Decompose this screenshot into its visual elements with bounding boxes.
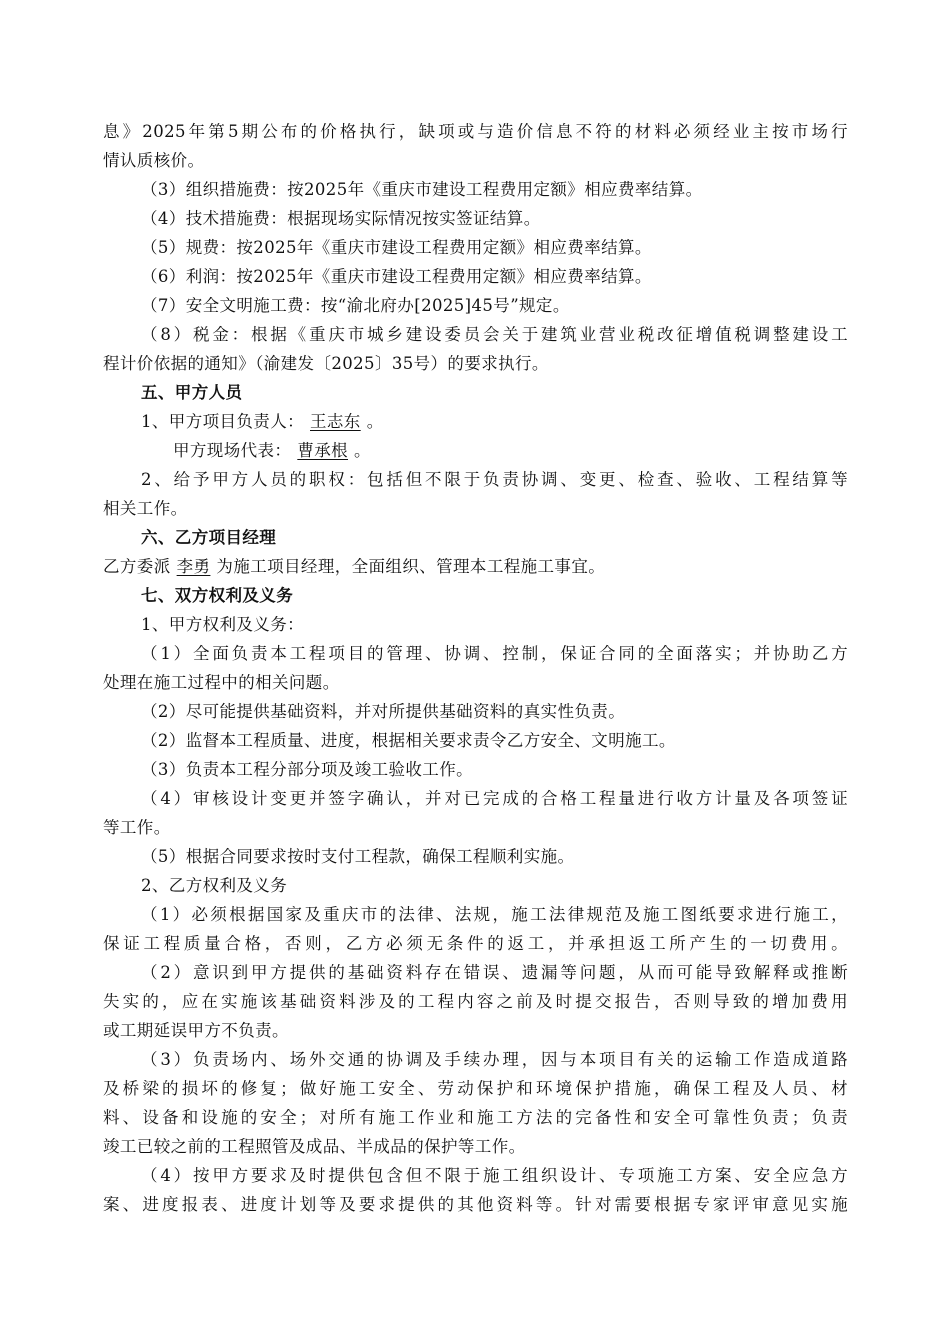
- paragraph-line: 2、给予甲方人员的职权：包括但不限于负责协调、变更、检查、验收、工程结算等: [141, 470, 848, 489]
- paragraph-line: 案、进度报表、进度计划等及要求提供的其他资料等。针对需要根据专家评审意见实施: [103, 1195, 848, 1214]
- paragraph-line: 或工期延误甲方不负责。: [103, 1021, 289, 1040]
- paragraph-line: （7）安全文明施工费：按“渝北府办[2025]45号”规定。: [141, 296, 570, 315]
- paragraph-line: 相关工作。: [103, 499, 188, 518]
- paragraph-line: （3）组织措施费：按2025年《重庆市建设工程费用定额》相应费率结算。: [141, 180, 703, 199]
- party-b-manager-line: [103, 556, 848, 578]
- paragraph-line: （4）按甲方要求及时提供包含但不限于施工组织设计、专项施工方案、安全应急方: [141, 1166, 848, 1185]
- paragraph-line: 等工作。: [103, 818, 171, 837]
- paragraph-line: 失实的，应在实施该基础资料涉及的工程内容之前及时提交报告，否则导致的增加费用: [103, 992, 848, 1011]
- paragraph-line: 程计价依据的通知》（渝建发〔2025〕35号）的要求执行。: [103, 354, 549, 373]
- underlined-name: 曹承根: [297, 441, 349, 460]
- paragraph-line: （1）必须根据国家及重庆市的法律、法规，施工法律规范及施工图纸要求进行施工，: [141, 905, 848, 924]
- paragraph-line: （1）全面负责本工程项目的管理、协调、控制，保证合同的全面落实；并协助乙方: [141, 644, 848, 663]
- section-heading: 七、双方权利及义务: [141, 586, 294, 605]
- paragraph-line: 保证工程质量合格，否则，乙方必须无条件的返工，并承担返工所产生的一切费用。: [103, 934, 848, 953]
- label: 乙方委派: [103, 557, 171, 576]
- label: 甲方现场代表：: [173, 441, 292, 460]
- paragraph-line: 处理在施工过程中的相关问题。: [103, 673, 340, 692]
- paragraph-line: （3）负责场内、场外交通的协调及手续办理，因与本项目有关的运输工作造成道路: [141, 1050, 848, 1069]
- paragraph-line: 1、甲方权利及义务：: [141, 615, 304, 634]
- party-a-site-rep-line: [173, 440, 848, 462]
- punct: 。: [354, 441, 371, 460]
- paragraph-line: （5）规费：按2025年《重庆市建设工程费用定额》相应费率结算。: [141, 238, 652, 257]
- paragraph-line: （4）技术措施费：根据现场实际情况按实签证结算。: [141, 209, 541, 228]
- paragraph-line: 息》2025年第5期公布的价格执行，缺项或与造价信息不符的材料必须经业主按市场行: [103, 122, 848, 141]
- paragraph-line: 料、设备和设施的安全；对所有施工作业和施工方法的完备性和安全可靠性负责；负责: [103, 1108, 848, 1127]
- paragraph-line: （4）审核设计变更并签字确认，并对已完成的合格工程量进行收方计量及各项签证: [141, 789, 848, 808]
- paragraph-line: 2、乙方权利及义务: [141, 876, 288, 895]
- paragraph-line: （2）意识到甲方提供的基础资料存在错误、遗漏等问题，从而可能导致解释或推断: [141, 963, 848, 982]
- underlined-name: 王志东: [310, 412, 361, 431]
- paragraph-line: （8）税金：根据《重庆市城乡建设委员会关于建筑业营业税改征增值税调整建设工: [141, 325, 848, 344]
- label: 1、甲方项目负责人：: [141, 412, 304, 431]
- paragraph-line: 竣工已较之前的工程照管及成品、半成品的保护等工作。: [103, 1137, 526, 1156]
- section-heading: 六、乙方项目经理: [141, 528, 277, 547]
- paragraph-line: （2）尽可能提供基础资料，并对所提供基础资料的真实性负责。: [141, 702, 626, 721]
- punct: 。: [366, 412, 384, 431]
- paragraph-line: （2）监督本工程质量、进度，根据相关要求责令乙方安全、文明施工。: [141, 731, 676, 750]
- paragraph-line: 情认质核价。: [103, 151, 205, 170]
- underlined-name: 李勇: [176, 557, 211, 576]
- section-heading: 五、甲方人员: [141, 383, 243, 402]
- paragraph-line: 及桥梁的损坏的修复；做好施工安全、劳动保护和环境保护措施，确保工程及人员、材: [103, 1079, 848, 1098]
- party-a-manager-line: [141, 411, 848, 433]
- paragraph-line: （3）负责本工程分部分项及竣工验收工作。: [141, 760, 473, 779]
- paragraph-line: （6）利润：按2025年《重庆市建设工程费用定额》相应费率结算。: [141, 267, 652, 286]
- text: 为施工项目经理，全面组织、管理本工程施工事宜。: [216, 557, 606, 576]
- paragraph-line: （5）根据合同要求按时支付工程款，确保工程顺利实施。: [141, 847, 575, 866]
